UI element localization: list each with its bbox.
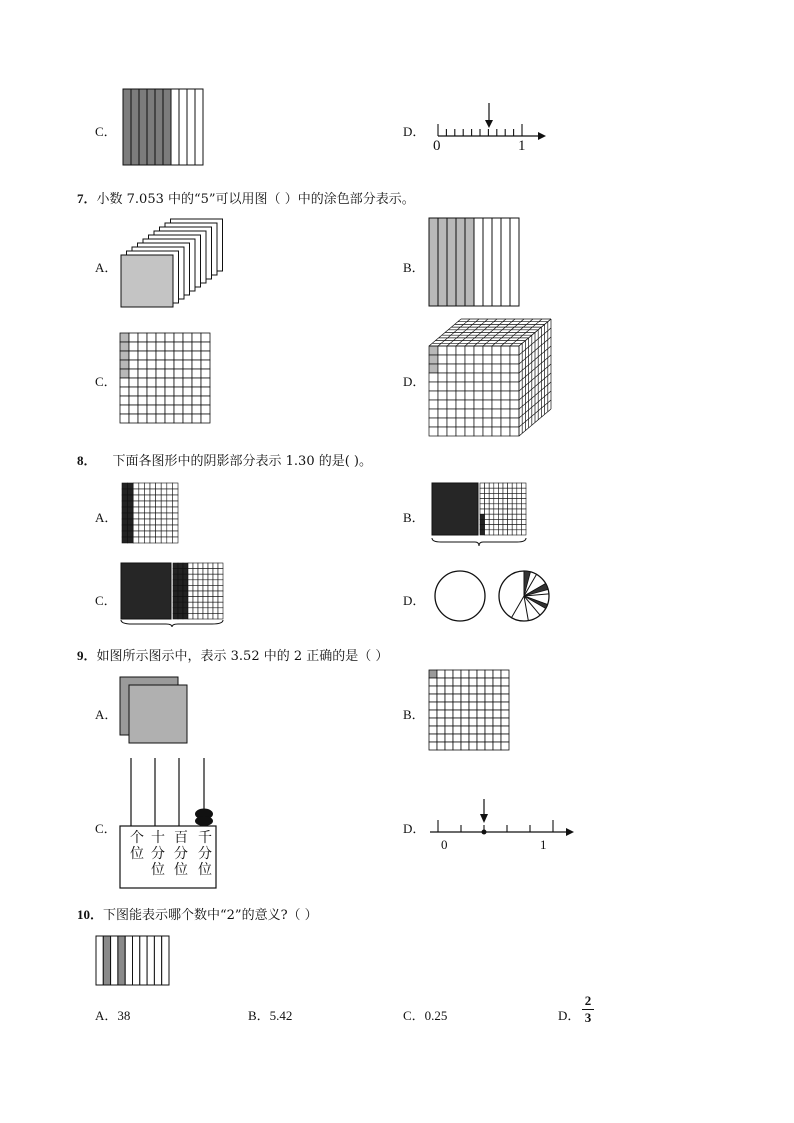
q6-option-d-number-line [430, 100, 545, 150]
abacus-label-ones: 个位 [130, 830, 144, 862]
q9-option-b-hundred-grid [428, 669, 510, 751]
q8-option-b-label[interactable]: B． [403, 510, 425, 525]
q7-option-b-tenths-strip [428, 217, 520, 307]
q9-question [77, 645, 388, 664]
q10-option-d[interactable]: D． [558, 1008, 581, 1023]
q8-option-b-grids [431, 482, 531, 548]
q8-option-d-label[interactable]: D． [403, 593, 426, 608]
q10-option-a[interactable]: A．38 [95, 1008, 131, 1023]
abacus-label-hundredths: 百分位 [174, 830, 188, 878]
q7-text: 小数 7.053 中的“5”可以用图（ ）中的涂色部分表示。 [96, 192, 415, 207]
q6-option-c-label[interactable]: C． [95, 124, 117, 139]
abacus-label-tenths: 十分位 [151, 830, 165, 878]
q8-option-a-label[interactable]: A． [95, 510, 118, 525]
q8-question [77, 450, 372, 469]
q8-text: 下面各图形中的阴影部分表示 1.30 的是( )。 [112, 454, 373, 469]
q10-tenths-strip [95, 935, 171, 987]
q10-number: 10． [77, 907, 104, 922]
q8-option-c-grids [120, 562, 226, 628]
q10-text: 下图能表示哪个数中“2”的意义?（ ） [103, 908, 318, 923]
q10-question [77, 904, 318, 923]
fraction-numerator: 2 [584, 993, 592, 1008]
q9-option-d-label[interactable]: D． [403, 821, 426, 836]
q9-number: 9． [77, 648, 97, 663]
q7-number: 7． [77, 191, 97, 206]
q9-option-d-number-line [428, 798, 578, 842]
q8-option-d-circles [434, 568, 554, 628]
q9-option-a-label[interactable]: A． [95, 707, 118, 722]
q6-option-d-label[interactable]: D． [403, 124, 426, 139]
q7-option-c-label[interactable]: C． [95, 374, 117, 389]
q10-option-c[interactable]: C．0.25 [403, 1008, 448, 1023]
q10-option-b[interactable]: B．5.42 [248, 1008, 293, 1023]
q10-option-d-fraction[interactable] [582, 994, 594, 1025]
q8-option-a-grid [121, 482, 179, 544]
abacus-label-thousandths: 千分位 [198, 830, 212, 878]
q7-question [77, 188, 415, 207]
q7-option-a-stacked-squares [120, 218, 222, 310]
q7-option-d-thousand-cube [428, 318, 562, 436]
q9-numberline-one: 1 [540, 837, 547, 852]
q9-option-b-label[interactable]: B． [403, 707, 425, 722]
q8-option-c-label[interactable]: C． [95, 593, 117, 608]
q9-option-a-squares [119, 676, 189, 744]
q6-numberline-zero: 0 [433, 138, 441, 154]
fraction-denominator: 3 [584, 1010, 592, 1025]
q7-option-d-label[interactable]: D． [403, 374, 426, 389]
q8-number: 8． [77, 453, 97, 468]
q9-option-c-label[interactable]: C． [95, 821, 117, 836]
q6-numberline-one: 1 [518, 138, 526, 154]
q7-option-a-label[interactable]: A． [95, 260, 118, 275]
q9-text: 如图所示图示中，表示 3.52 中的 2 正确的是（ ） [96, 649, 389, 664]
q9-numberline-zero: 0 [441, 837, 448, 852]
q7-option-c-hundred-grid [119, 332, 211, 424]
q6-option-c-tenths-strip [122, 88, 204, 166]
q7-option-b-label[interactable]: B． [403, 260, 425, 275]
